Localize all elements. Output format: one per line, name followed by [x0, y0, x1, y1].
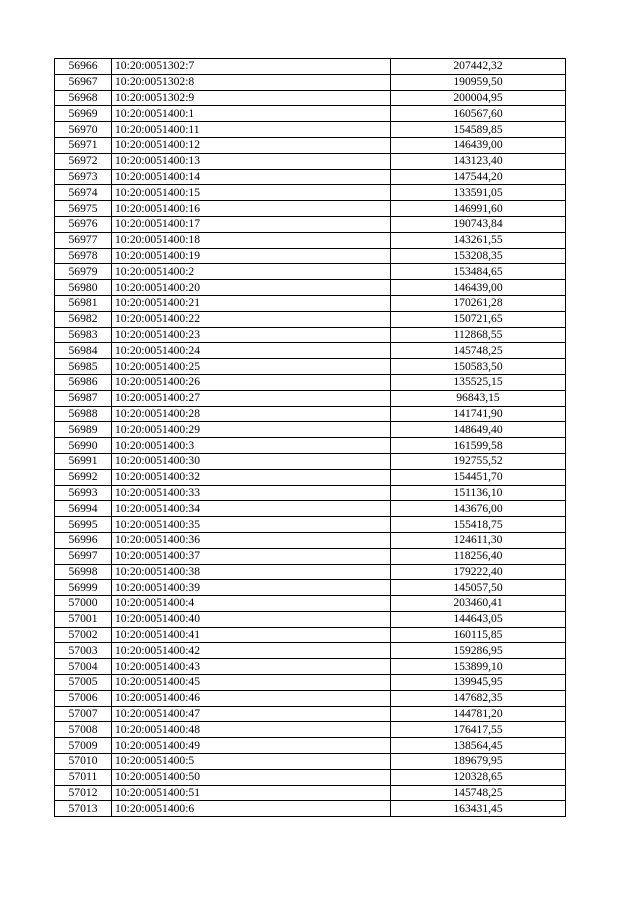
value-cell: 200004,95	[391, 90, 566, 106]
table-row	[55, 248, 566, 264]
table-row	[55, 596, 566, 612]
table-row	[55, 122, 566, 138]
table-row	[55, 216, 566, 232]
row-number-cell: 56977	[55, 232, 112, 248]
cadastral-number-cell: 10:20:0051302:7	[112, 59, 391, 75]
value-cell: 154589,85	[391, 122, 566, 138]
row-number-cell: 56980	[55, 280, 112, 296]
row-number-cell: 56993	[55, 485, 112, 501]
table-row	[55, 754, 566, 770]
cadastral-number-cell: 10:20:0051400:5	[112, 754, 391, 770]
cadastral-number-cell: 10:20:0051400:37	[112, 548, 391, 564]
value-cell: 159286,95	[391, 643, 566, 659]
table-row	[55, 659, 566, 675]
cadastral-number-cell: 10:20:0051400:29	[112, 422, 391, 438]
row-number-cell: 56970	[55, 122, 112, 138]
table-row	[55, 422, 566, 438]
row-number-cell: 56968	[55, 90, 112, 106]
row-number-cell: 56972	[55, 153, 112, 169]
value-cell: 141741,90	[391, 406, 566, 422]
table-row	[55, 785, 566, 801]
value-cell: 150583,50	[391, 359, 566, 375]
row-number-cell: 56996	[55, 532, 112, 548]
row-number-cell: 56988	[55, 406, 112, 422]
cadastral-number-cell: 10:20:0051400:18	[112, 232, 391, 248]
row-number-cell: 56971	[55, 137, 112, 153]
value-cell: 139945,95	[391, 675, 566, 691]
cadastral-number-cell: 10:20:0051400:30	[112, 453, 391, 469]
row-number-cell: 56990	[55, 438, 112, 454]
row-number-cell: 56998	[55, 564, 112, 580]
cadastral-number-cell: 10:20:0051400:4	[112, 596, 391, 612]
table-row	[55, 374, 566, 390]
cadastral-number-cell: 10:20:0051400:12	[112, 137, 391, 153]
table-row	[55, 185, 566, 201]
table-body	[55, 59, 566, 817]
value-cell: 146991,60	[391, 201, 566, 217]
value-cell: 135525,15	[391, 374, 566, 390]
cadastral-number-cell: 10:20:0051400:25	[112, 359, 391, 375]
row-number-cell: 56989	[55, 422, 112, 438]
value-cell: 207442,32	[391, 59, 566, 75]
table-row	[55, 90, 566, 106]
table-row	[55, 769, 566, 785]
row-number-cell: 56975	[55, 201, 112, 217]
cadastral-number-cell: 10:20:0051400:23	[112, 327, 391, 343]
cadastral-number-cell: 10:20:0051400:20	[112, 280, 391, 296]
row-number-cell: 56999	[55, 580, 112, 596]
row-number-cell: 57008	[55, 722, 112, 738]
cadastral-number-cell: 10:20:0051302:9	[112, 90, 391, 106]
value-cell: 150721,65	[391, 311, 566, 327]
value-cell: 144643,05	[391, 611, 566, 627]
row-number-cell: 57001	[55, 611, 112, 627]
table-row	[55, 801, 566, 817]
value-cell: 190959,50	[391, 74, 566, 90]
table-row	[55, 343, 566, 359]
value-cell: 145748,25	[391, 343, 566, 359]
table-row	[55, 580, 566, 596]
cadastral-number-cell: 10:20:0051400:11	[112, 122, 391, 138]
table-row	[55, 311, 566, 327]
table-row	[55, 406, 566, 422]
row-number-cell: 56986	[55, 374, 112, 390]
table-row	[55, 469, 566, 485]
cadastral-number-cell: 10:20:0051400:41	[112, 627, 391, 643]
cadastral-number-cell: 10:20:0051400:16	[112, 201, 391, 217]
cadastral-number-cell: 10:20:0051400:48	[112, 722, 391, 738]
table-row	[55, 74, 566, 90]
value-cell: 96843,15	[391, 390, 566, 406]
row-number-cell: 57011	[55, 769, 112, 785]
cadastral-number-cell: 10:20:0051400:35	[112, 517, 391, 533]
row-number-cell: 56978	[55, 248, 112, 264]
cadastral-number-cell: 10:20:0051400:50	[112, 769, 391, 785]
cadastral-number-cell: 10:20:0051400:33	[112, 485, 391, 501]
value-cell: 112868,55	[391, 327, 566, 343]
row-number-cell: 57004	[55, 659, 112, 675]
row-number-cell: 56983	[55, 327, 112, 343]
table-row	[55, 438, 566, 454]
table-row	[55, 169, 566, 185]
table-row	[55, 201, 566, 217]
table-row	[55, 532, 566, 548]
value-cell: 143676,00	[391, 501, 566, 517]
cadastral-number-cell: 10:20:0051400:19	[112, 248, 391, 264]
row-number-cell: 56997	[55, 548, 112, 564]
row-number-cell: 57007	[55, 706, 112, 722]
row-number-cell: 56967	[55, 74, 112, 90]
row-number-cell: 57010	[55, 754, 112, 770]
value-cell: 138564,45	[391, 738, 566, 754]
value-cell: 203460,41	[391, 596, 566, 612]
table-row	[55, 453, 566, 469]
value-cell: 148649,40	[391, 422, 566, 438]
table-row	[55, 501, 566, 517]
table-row	[55, 485, 566, 501]
value-cell: 176417,55	[391, 722, 566, 738]
cadastral-number-cell: 10:20:0051400:32	[112, 469, 391, 485]
cadastral-number-cell: 10:20:0051400:28	[112, 406, 391, 422]
cadastral-number-cell: 10:20:0051400:39	[112, 580, 391, 596]
value-cell: 160115,85	[391, 627, 566, 643]
row-number-cell: 56985	[55, 359, 112, 375]
cadastral-number-cell: 10:20:0051400:34	[112, 501, 391, 517]
row-number-cell: 56979	[55, 264, 112, 280]
value-cell: 143261,55	[391, 232, 566, 248]
table-row	[55, 517, 566, 533]
value-cell: 151136,10	[391, 485, 566, 501]
value-cell: 189679,95	[391, 754, 566, 770]
table-row	[55, 59, 566, 75]
row-number-cell: 56987	[55, 390, 112, 406]
cadastral-number-cell: 10:20:0051400:51	[112, 785, 391, 801]
value-cell: 154451,70	[391, 469, 566, 485]
value-cell: 145057,50	[391, 580, 566, 596]
table-row	[55, 232, 566, 248]
table-row	[55, 137, 566, 153]
cadastral-number-cell: 10:20:0051400:46	[112, 690, 391, 706]
value-cell: 146439,00	[391, 137, 566, 153]
cadastral-number-cell: 10:20:0051400:14	[112, 169, 391, 185]
value-cell: 153208,35	[391, 248, 566, 264]
table-row	[55, 706, 566, 722]
cadastral-number-cell: 10:20:0051400:22	[112, 311, 391, 327]
row-number-cell: 56976	[55, 216, 112, 232]
row-number-cell: 57009	[55, 738, 112, 754]
row-number-cell: 57013	[55, 801, 112, 817]
row-number-cell: 57012	[55, 785, 112, 801]
value-cell: 143123,40	[391, 153, 566, 169]
row-number-cell: 57006	[55, 690, 112, 706]
cadastral-number-cell: 10:20:0051400:43	[112, 659, 391, 675]
value-cell: 145748,25	[391, 785, 566, 801]
table-row	[55, 106, 566, 122]
row-number-cell: 56982	[55, 311, 112, 327]
row-number-cell: 56984	[55, 343, 112, 359]
cadastral-number-cell: 10:20:0051400:21	[112, 295, 391, 311]
value-cell: 155418,75	[391, 517, 566, 533]
table-row	[55, 722, 566, 738]
cadastral-number-cell: 10:20:0051400:27	[112, 390, 391, 406]
table-row	[55, 264, 566, 280]
value-cell: 160567,60	[391, 106, 566, 122]
row-number-cell: 57005	[55, 675, 112, 691]
row-number-cell: 56969	[55, 106, 112, 122]
row-number-cell: 57000	[55, 596, 112, 612]
value-cell: 153899,10	[391, 659, 566, 675]
table-row	[55, 690, 566, 706]
table-row	[55, 359, 566, 375]
table-row	[55, 548, 566, 564]
value-cell: 118256,40	[391, 548, 566, 564]
cadastral-number-cell: 10:20:0051400:47	[112, 706, 391, 722]
value-cell: 192755,52	[391, 453, 566, 469]
table-row	[55, 564, 566, 580]
table-row	[55, 390, 566, 406]
value-cell: 190743,84	[391, 216, 566, 232]
table-row	[55, 627, 566, 643]
cadastral-number-cell: 10:20:0051400:13	[112, 153, 391, 169]
value-cell: 146439,00	[391, 280, 566, 296]
cadastral-number-cell: 10:20:0051400:38	[112, 564, 391, 580]
row-number-cell: 56992	[55, 469, 112, 485]
value-cell: 163431,45	[391, 801, 566, 817]
cadastral-number-cell: 10:20:0051400:36	[112, 532, 391, 548]
cadastral-number-cell: 10:20:0051400:42	[112, 643, 391, 659]
table-row	[55, 611, 566, 627]
value-cell: 124611,30	[391, 532, 566, 548]
value-cell: 147544,20	[391, 169, 566, 185]
cadastral-number-cell: 10:20:0051400:17	[112, 216, 391, 232]
cadastral-number-cell: 10:20:0051302:8	[112, 74, 391, 90]
table-row	[55, 643, 566, 659]
row-number-cell: 56973	[55, 169, 112, 185]
row-number-cell: 56974	[55, 185, 112, 201]
cadastral-number-cell: 10:20:0051400:24	[112, 343, 391, 359]
value-cell: 153484,65	[391, 264, 566, 280]
row-number-cell: 56994	[55, 501, 112, 517]
row-number-cell: 56995	[55, 517, 112, 533]
table-row	[55, 280, 566, 296]
value-cell: 120328,65	[391, 769, 566, 785]
cadastral-number-cell: 10:20:0051400:6	[112, 801, 391, 817]
value-cell: 179222,40	[391, 564, 566, 580]
cadastral-number-cell: 10:20:0051400:26	[112, 374, 391, 390]
value-cell: 144781,20	[391, 706, 566, 722]
value-cell: 161599,58	[391, 438, 566, 454]
table-row	[55, 153, 566, 169]
table-row	[55, 675, 566, 691]
value-cell: 133591,05	[391, 185, 566, 201]
table-row	[55, 327, 566, 343]
cadastral-number-cell: 10:20:0051400:3	[112, 438, 391, 454]
value-cell: 170261,28	[391, 295, 566, 311]
row-number-cell: 56991	[55, 453, 112, 469]
cadastral-number-cell: 10:20:0051400:49	[112, 738, 391, 754]
cadastral-number-cell: 10:20:0051400:1	[112, 106, 391, 122]
row-number-cell: 57003	[55, 643, 112, 659]
cadastral-number-cell: 10:20:0051400:45	[112, 675, 391, 691]
row-number-cell: 56981	[55, 295, 112, 311]
cadastral-value-table	[54, 58, 566, 817]
cadastral-number-cell: 10:20:0051400:15	[112, 185, 391, 201]
table-row	[55, 738, 566, 754]
table-row	[55, 295, 566, 311]
cadastral-number-cell: 10:20:0051400:40	[112, 611, 391, 627]
cadastral-number-cell: 10:20:0051400:2	[112, 264, 391, 280]
value-cell: 147682,35	[391, 690, 566, 706]
row-number-cell: 57002	[55, 627, 112, 643]
row-number-cell: 56966	[55, 59, 112, 75]
